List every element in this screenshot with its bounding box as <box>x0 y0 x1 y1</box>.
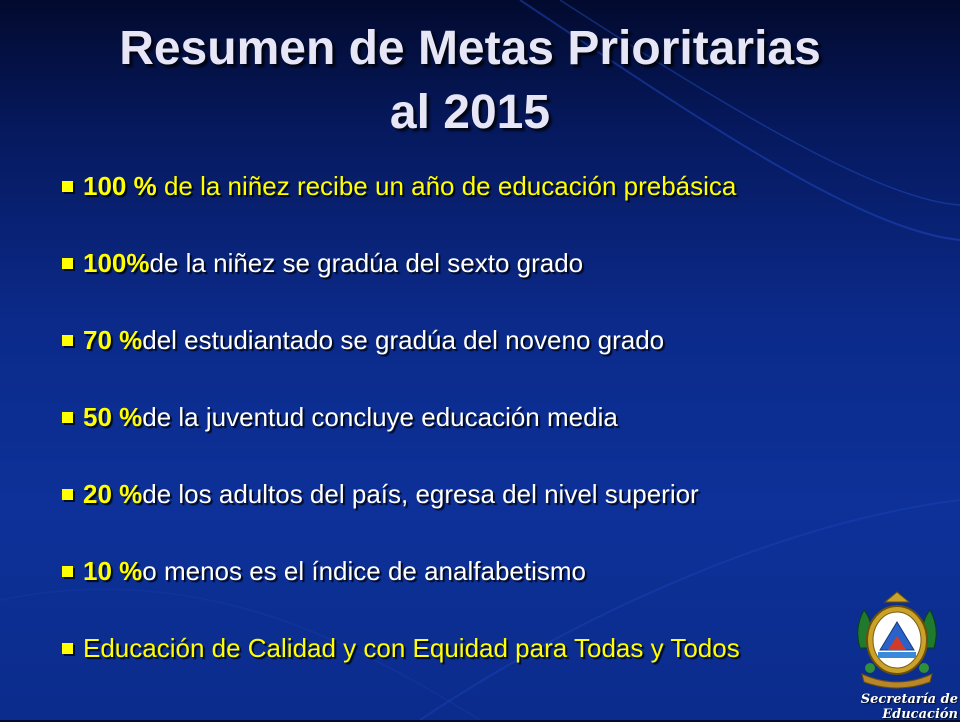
list-item <box>62 241 942 318</box>
goal-text: Educación de Calidad y con Equidad para Todas y Todos <box>83 633 740 663</box>
goal-text: o menos es el índice de analfabetismo <box>142 556 586 586</box>
square-bullet-icon <box>62 181 73 192</box>
square-bullet-icon <box>62 258 73 269</box>
goal-percentage: 100 % <box>83 171 157 201</box>
square-bullet-icon <box>62 412 73 423</box>
list-item <box>62 472 942 549</box>
list-item <box>62 318 942 395</box>
footer-signature: Secretaría de Educación <box>860 692 958 722</box>
goal-text: de los adultos del país, egresa del nivel superior <box>142 479 699 509</box>
list-item <box>62 395 942 472</box>
goal-text: de la niñez recibe un año de educación prebásica <box>156 171 737 201</box>
goal-percentage: 50 % <box>83 402 143 432</box>
goal-percentage: 70 % <box>83 325 143 355</box>
slide-title-line2: al 2015 <box>389 86 551 139</box>
goal-percentage: 100% <box>83 248 150 278</box>
list-item <box>62 164 942 241</box>
square-bullet-icon <box>62 643 73 654</box>
list-item <box>62 626 942 703</box>
slide-title-line1: Resumen de Metas Prioritarias <box>119 22 821 75</box>
square-bullet-icon <box>62 489 73 500</box>
goal-text: de la juventud concluye educación media <box>142 402 618 432</box>
square-bullet-icon <box>62 335 73 346</box>
goal-percentage: 10 % <box>83 556 143 586</box>
goal-text: del estudiantado se gradúa del noveno grado <box>142 325 665 355</box>
goals-list <box>62 164 942 703</box>
goal-text: de la niñez se gradúa del sexto grado <box>149 248 584 278</box>
honduras-coat-of-arms-icon <box>852 588 942 696</box>
square-bullet-icon <box>62 566 73 577</box>
goal-percentage: 20 % <box>83 479 143 509</box>
list-item <box>62 549 942 626</box>
